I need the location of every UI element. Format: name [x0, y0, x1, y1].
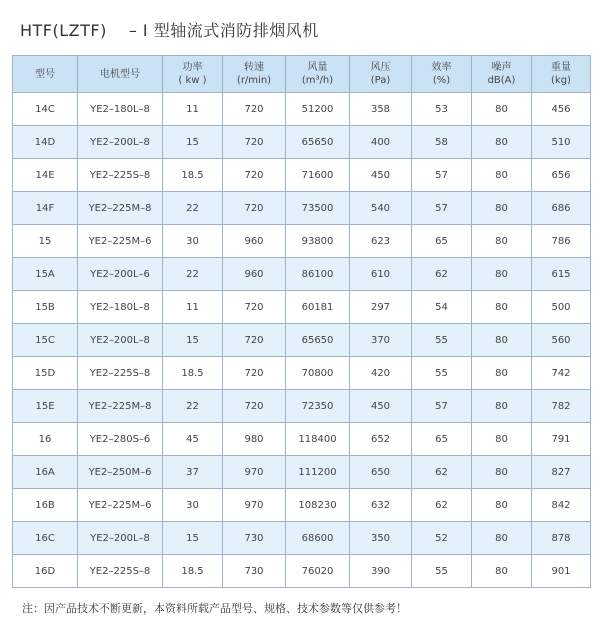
table-row: [13, 357, 591, 390]
footnote: 注：因产品技术不断更新，本资料所载产品型号、规格、技术参数等仅供参考！: [22, 602, 407, 615]
table-cell: 55: [412, 324, 472, 357]
table-cell: 791: [532, 423, 591, 456]
table-cell: 80: [472, 258, 532, 291]
column-header-name: 功率: [182, 62, 203, 73]
column-header-unit: (Pa): [370, 75, 391, 86]
column-header-name: 转速: [244, 62, 264, 73]
table-cell: 15: [163, 522, 223, 555]
table-cell: YE2–225M–8: [78, 192, 163, 225]
table-row: [13, 324, 591, 357]
table-cell: 14D: [13, 126, 78, 159]
table-cell: 80: [472, 357, 532, 390]
table-cell: 72350: [286, 390, 350, 423]
table-cell: 80: [472, 126, 532, 159]
table-cell: YE2–225M–8: [78, 390, 163, 423]
table-cell: 93800: [286, 225, 350, 258]
table-cell: 80: [472, 225, 532, 258]
table-cell: 68600: [286, 522, 350, 555]
table-cell: 450: [350, 159, 412, 192]
table-cell: 70800: [286, 357, 350, 390]
table-cell: 18.5: [163, 159, 223, 192]
table-cell: 55: [412, 555, 472, 588]
table-cell: 22: [163, 258, 223, 291]
table-cell: 45: [163, 423, 223, 456]
table-cell: 610: [350, 258, 412, 291]
table-cell: 500: [532, 291, 591, 324]
column-header: [412, 56, 472, 93]
table-cell: 358: [350, 93, 412, 126]
table-cell: 652: [350, 423, 412, 456]
table-cell: YE2–280S–6: [78, 423, 163, 456]
table-row: [13, 192, 591, 225]
table-cell: 57: [412, 390, 472, 423]
table-row: [13, 555, 591, 588]
table-row: [13, 522, 591, 555]
column-header-unit: ( kw ): [178, 75, 207, 86]
table-cell: 615: [532, 258, 591, 291]
table-cell: 720: [223, 159, 286, 192]
table-cell: 686: [532, 192, 591, 225]
table-cell: 58: [412, 126, 472, 159]
table-cell: 842: [532, 489, 591, 522]
table-cell: 86100: [286, 258, 350, 291]
table-cell: 720: [223, 126, 286, 159]
column-header: [472, 56, 532, 93]
table-cell: 720: [223, 291, 286, 324]
column-header-name: 噪声: [491, 62, 512, 73]
column-header: [163, 56, 223, 93]
table-cell: YE2–225M–6: [78, 489, 163, 522]
table-cell: 30: [163, 489, 223, 522]
column-header: [532, 56, 591, 93]
table-cell: 108230: [286, 489, 350, 522]
table-cell: 15B: [13, 291, 78, 324]
table-cell: 15A: [13, 258, 78, 291]
table-cell: 80: [472, 489, 532, 522]
table-cell: 62: [412, 456, 472, 489]
table-cell: 57: [412, 192, 472, 225]
column-header-unit: (kg): [551, 75, 571, 86]
column-header: [223, 56, 286, 93]
table-cell: 62: [412, 258, 472, 291]
table-cell: 14C: [13, 93, 78, 126]
table-cell: YE2–200L–8: [78, 126, 163, 159]
table-cell: 15: [163, 324, 223, 357]
table-cell: 30: [163, 225, 223, 258]
table-cell: 540: [350, 192, 412, 225]
table-cell: 53: [412, 93, 472, 126]
table-cell: 730: [223, 522, 286, 555]
table-cell: 730: [223, 555, 286, 588]
table-cell: 80: [472, 192, 532, 225]
table-row: [13, 423, 591, 456]
table-cell: 37: [163, 456, 223, 489]
table-cell: 60181: [286, 291, 350, 324]
column-header-name: 风压: [370, 62, 391, 73]
table-cell: 623: [350, 225, 412, 258]
table-cell: 80: [472, 423, 532, 456]
table-cell: YE2–180L–8: [78, 93, 163, 126]
title-model: HTF(LZTF): [20, 21, 107, 40]
table-cell: 16A: [13, 456, 78, 489]
table-cell: 15E: [13, 390, 78, 423]
table-row: [13, 390, 591, 423]
table-cell: 57: [412, 159, 472, 192]
table-cell: 80: [472, 390, 532, 423]
column-header-unit: dB(A): [487, 75, 516, 86]
table-cell: 720: [223, 324, 286, 357]
table-cell: 370: [350, 324, 412, 357]
table-cell: 350: [350, 522, 412, 555]
table-row: [13, 258, 591, 291]
table-cell: 76020: [286, 555, 350, 588]
table-cell: 878: [532, 522, 591, 555]
table-cell: 420: [350, 357, 412, 390]
table-cell: 65: [412, 225, 472, 258]
table-cell: YE2–225S–8: [78, 159, 163, 192]
table-cell: YE2–225S–8: [78, 357, 163, 390]
table-cell: 14E: [13, 159, 78, 192]
table-cell: 901: [532, 555, 591, 588]
table-cell: 65650: [286, 324, 350, 357]
table-cell: 15: [13, 225, 78, 258]
table-row: [13, 291, 591, 324]
column-header: [78, 56, 163, 93]
column-header: [13, 56, 78, 93]
column-header-name: 型号: [35, 68, 55, 80]
table-cell: 16C: [13, 522, 78, 555]
table-cell: 65: [412, 423, 472, 456]
table-row: [13, 159, 591, 192]
table-cell: 22: [163, 192, 223, 225]
table-cell: 80: [472, 93, 532, 126]
table-cell: 980: [223, 423, 286, 456]
table-cell: 18.5: [163, 357, 223, 390]
table-cell: 14F: [13, 192, 78, 225]
table-cell: 656: [532, 159, 591, 192]
table-cell: 720: [223, 357, 286, 390]
table-cell: 71600: [286, 159, 350, 192]
table-cell: 742: [532, 357, 591, 390]
spec-table: [12, 55, 591, 588]
title-name: – I 型轴流式消防排烟风机: [128, 21, 319, 40]
table-cell: 400: [350, 126, 412, 159]
table-cell: 80: [472, 291, 532, 324]
table-cell: 15C: [13, 324, 78, 357]
table-cell: 720: [223, 192, 286, 225]
table-cell: 111200: [286, 456, 350, 489]
table-cell: 782: [532, 390, 591, 423]
table-cell: YE2–200L–6: [78, 258, 163, 291]
table-cell: 720: [223, 93, 286, 126]
column-header-name: 效率: [431, 62, 452, 73]
table-row: [13, 489, 591, 522]
column-header: [286, 56, 350, 93]
table-cell: 510: [532, 126, 591, 159]
table-cell: 80: [472, 159, 532, 192]
table-cell: 16D: [13, 555, 78, 588]
table-cell: 118400: [286, 423, 350, 456]
column-header-name: 重量: [551, 62, 571, 73]
table-cell: YE2–200L–8: [78, 522, 163, 555]
table-cell: 15: [163, 126, 223, 159]
table-cell: 827: [532, 456, 591, 489]
table-cell: 73500: [286, 192, 350, 225]
table-cell: 55: [412, 357, 472, 390]
table-row: [13, 126, 591, 159]
table-cell: 80: [472, 522, 532, 555]
column-header-name: 风量: [307, 62, 328, 73]
table-cell: 456: [532, 93, 591, 126]
table-cell: 80: [472, 456, 532, 489]
table-cell: 16: [13, 423, 78, 456]
table-cell: 297: [350, 291, 412, 324]
table-cell: YE2–225M–6: [78, 225, 163, 258]
table-cell: YE2–225S–8: [78, 555, 163, 588]
page-title: [20, 18, 319, 41]
table-body: [13, 93, 591, 588]
table-cell: 960: [223, 225, 286, 258]
table-cell: 450: [350, 390, 412, 423]
column-header-unit: (m³/h): [301, 75, 334, 86]
table-cell: YE2–250M–6: [78, 456, 163, 489]
table-cell: 80: [472, 555, 532, 588]
table-cell: 15D: [13, 357, 78, 390]
table-cell: 970: [223, 456, 286, 489]
column-header-unit: (r/min): [236, 75, 272, 86]
column-header-name: 电机型号: [100, 68, 140, 80]
table-cell: 54: [412, 291, 472, 324]
table-cell: 970: [223, 489, 286, 522]
table-row: [13, 93, 591, 126]
table-cell: 720: [223, 390, 286, 423]
table-cell: 11: [163, 93, 223, 126]
header-row: [13, 56, 591, 93]
table-cell: YE2–180L–8: [78, 291, 163, 324]
table-cell: 22: [163, 390, 223, 423]
column-header: [350, 56, 412, 93]
table-row: [13, 456, 591, 489]
table-cell: 80: [472, 324, 532, 357]
table-cell: 62: [412, 489, 472, 522]
table-cell: YE2–200L–8: [78, 324, 163, 357]
table-cell: 16B: [13, 489, 78, 522]
table-row: [13, 225, 591, 258]
table-cell: 52: [412, 522, 472, 555]
column-header-unit: (%): [432, 75, 451, 86]
table-cell: 632: [350, 489, 412, 522]
table-cell: 18.5: [163, 555, 223, 588]
table-cell: 390: [350, 555, 412, 588]
table-cell: 51200: [286, 93, 350, 126]
table-cell: 11: [163, 291, 223, 324]
table-header: [13, 56, 591, 93]
table-cell: 560: [532, 324, 591, 357]
table-cell: 65650: [286, 126, 350, 159]
table-cell: 786: [532, 225, 591, 258]
table-cell: 650: [350, 456, 412, 489]
table-cell: 960: [223, 258, 286, 291]
